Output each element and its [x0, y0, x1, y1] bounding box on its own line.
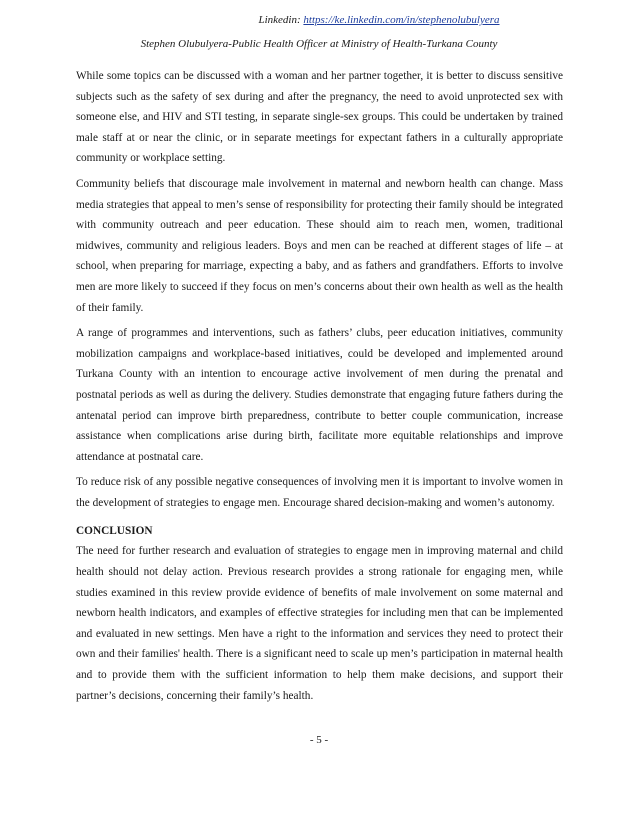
document-body — [76, 66, 563, 711]
conclusion-paragraph: The need for further research and evaluation of strategies to engage men in improving maternal and child health should not delay action. Previous research provides a strong rationale for engaging men, while studies examined in this review provide evidence of benefits of male involvement on some maternal and newborn health indicators, and examples of effective strategies for including men that can be implemented and evaluated in new settings. Men have a right to the information and services they need to protect their own and their families' health. There is a significant need to scale up men’s participation in maternal health and to provide them with the sufficient information to help them make decisions, and support their partner’s decisions, concerning their family’s health. — [76, 545, 563, 702]
header-author-line: Stephen Olubulyera-Public Health Officer at Ministry of Health-Turkana County — [140, 38, 498, 50]
paragraph-2: Community beliefs that discourage male involvement in maternal and newborn health can change. Mass media strategies that appeal to men’s sense of responsibility for protecting their family should be integrated with community outreach and peer education. These should aim to reach men, women, traditional midwives, community and religious leaders. Boys and men can be reached at different stages of life – at school, when preparing for marriage, expecting a baby, and as fathers and grandfathers. Efforts to involve men are more likely to succeed if they focus on men’s concerns about their own health as well as the health of their family. — [76, 177, 563, 314]
page-number: - 5 - — [309, 734, 329, 746]
paragraph-1: While some topics can be discussed with a woman and her partner together, it is better to discuss sensitive subjects such as the safety of sex during and after the pregnancy, the need to avoid unprotected sex with someone else, and HIV and STI testing, in separate single-sex groups. This could be undertaken by trained male staff at or near the clinic, or in separate meetings for expectant fathers in a culturally appropriate community or workplace setting. — [76, 70, 563, 165]
paragraph-4: To reduce risk of any possible negative consequences of involving men it is important to involve women in the development of strategies to engage men. Encourage shared decision-making and women’s autonomy. — [76, 476, 563, 509]
header-linkedin-line — [0, 13, 638, 27]
linkedin-label: Linkedin: — [258, 14, 301, 26]
paragraph-3: A range of programmes and interventions, such as fathers’ clubs, peer education initiatives, community mobilization campaigns and workplace-based initiatives, could be developed and implemented around Turkana County with an intention to encourage active involvement of men during the prenatal and postnatal periods as well as during the delivery. Studies demonstrate that engaging future fathers during the antenatal period can improve birth preparedness, contribute to better couple communication, increase assistance when complications arise during birth, facilitate more equitable relationships and improve attendance at postnatal care. — [76, 327, 563, 463]
conclusion-heading: CONCLUSION — [76, 525, 153, 538]
linkedin-link[interactable]: https://ke.linkedin.com/in/stephenolubulyera — [303, 14, 500, 26]
